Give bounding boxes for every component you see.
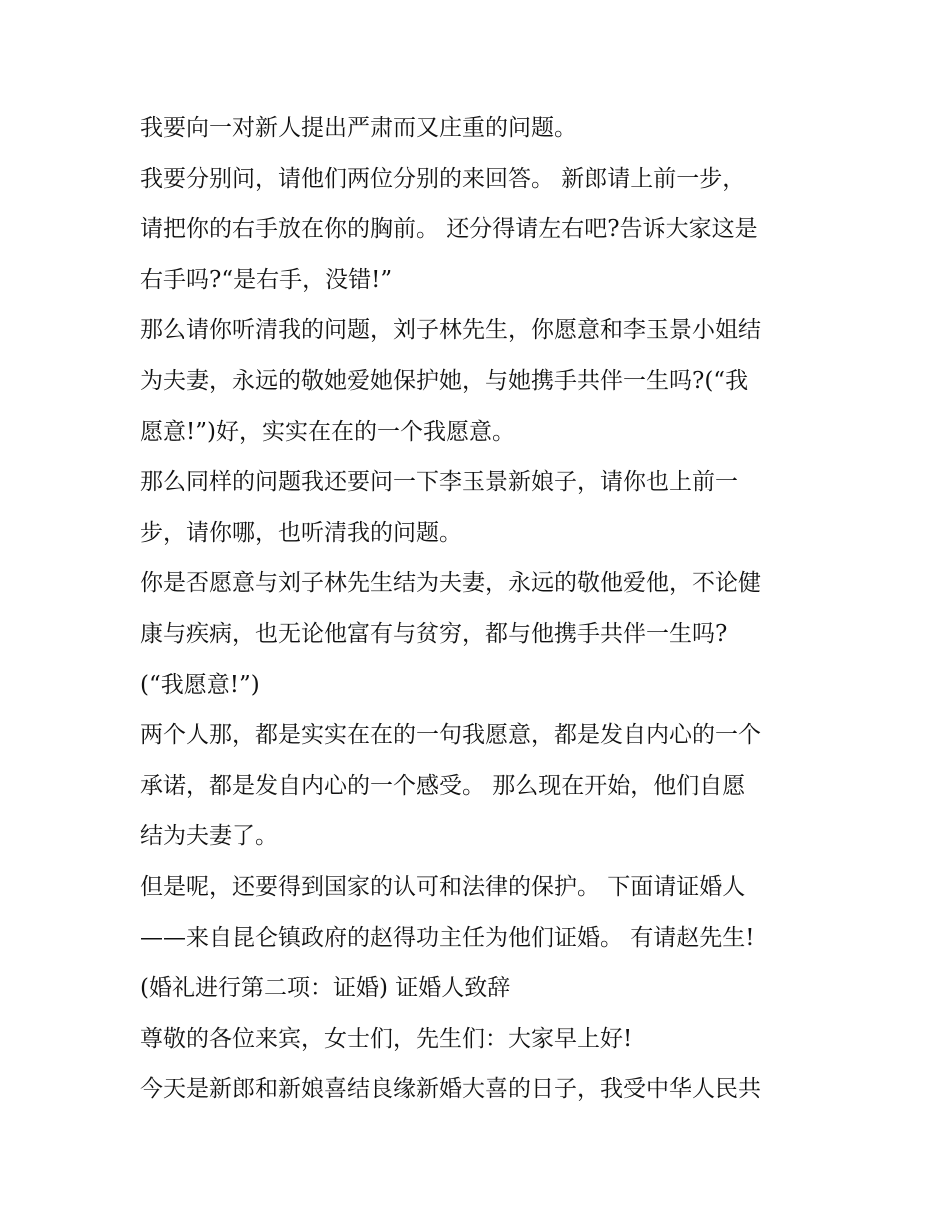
text-line: (婚礼进行第二项：证婚) 证婚人致辞: [140, 975, 511, 1002]
text-line: (“我愿意!”): [140, 671, 260, 698]
text-line: 你是否愿意与刘子林先生结为夫妻，永远的敬他爱他，不论健: [140, 570, 761, 597]
text-line: 为夫妻，永远的敬她爱她保护她，与她携手共伴一生吗?(“我: [140, 367, 749, 394]
text-line: 两个人那，都是实实在在的一句我愿意，都是发自内心的一个: [140, 722, 761, 749]
text-line: 步，请你哪，也听清我的问题。: [140, 519, 462, 546]
text-line: ——来自昆仑镇政府的赵得功主任为他们证婚。 有请赵先生!: [140, 924, 755, 951]
text-line: 愿意!”)好，实实在在的一个我愿意。: [140, 418, 515, 445]
text-line: 今天是新郎和新娘喜结良缘新婚大喜的日子，我受中华人民共: [140, 1076, 761, 1103]
text-line: 那么同样的问题我还要问一下李玉景新娘子，请你也上前一: [140, 469, 738, 496]
text-line: 请把你的右手放在你的胸前。 还分得请左右吧?告诉大家这是: [140, 216, 758, 243]
text-line: 那么请你听清我的问题，刘子林先生，你愿意和李玉景小姐结: [140, 317, 761, 344]
text-line: 右手吗?“是右手，没错!”: [140, 266, 393, 293]
text-line: 我要分别问，请他们两位分别的来回答。 新郎请上前一步，: [140, 165, 746, 192]
body-text: [140, 110, 830, 1122]
text-line: 尊敬的各位来宾，女士们，先生们：大家早上好!: [140, 1025, 633, 1052]
text-line: 但是呢，还要得到国家的认可和法律的保护。 下面请证婚人: [140, 873, 746, 900]
text-line: 承诺，都是发自内心的一个感受。 那么现在开始，他们自愿: [140, 772, 746, 799]
text-line: 结为夫妻了。: [140, 823, 278, 850]
text-line: 我要向一对新人提出严肃而又庄重的问题。: [140, 115, 577, 141]
text-line: 康与疾病，也无论他富有与贫穷，都与他携手共伴一生吗?: [140, 620, 728, 647]
